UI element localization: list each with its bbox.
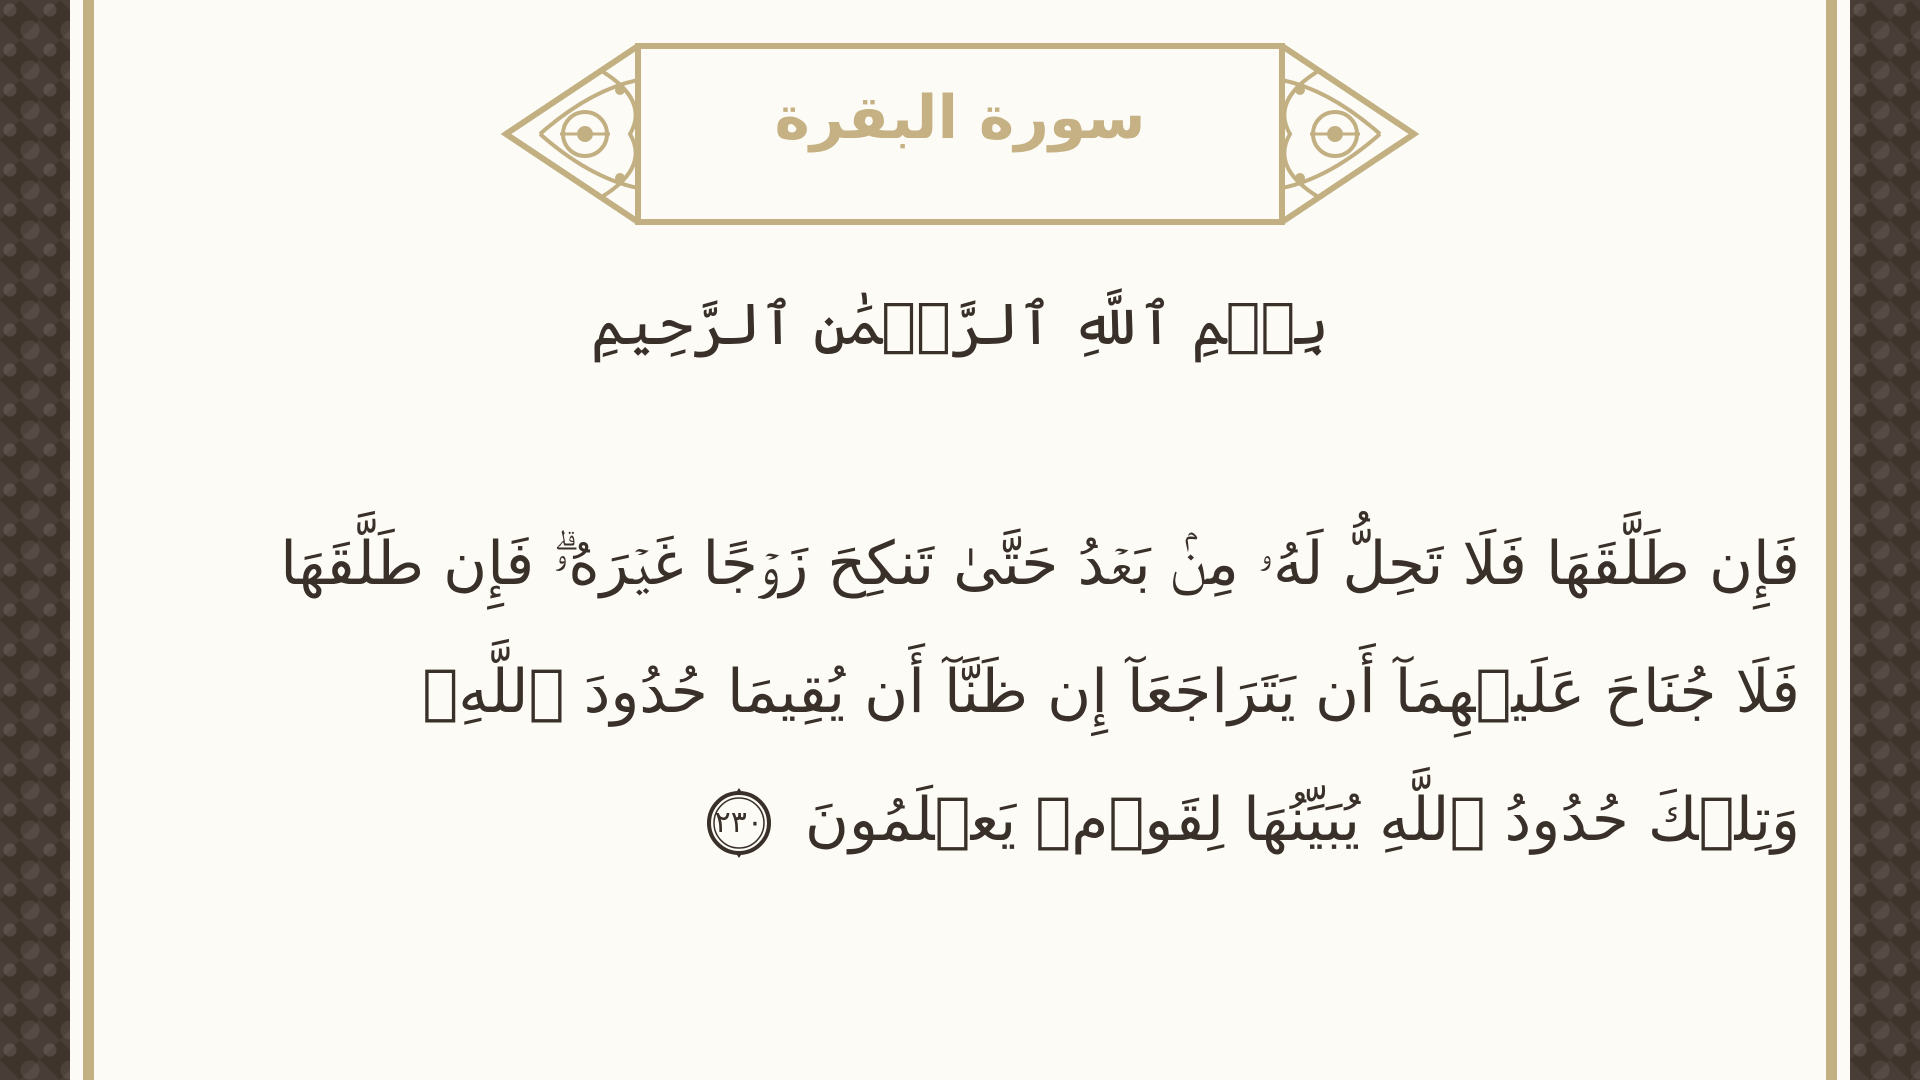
- surah-title-banner: [500, 40, 1420, 228]
- ayah-number: ٢٣٠: [714, 805, 764, 841]
- right-gold-rule: [1826, 0, 1837, 1080]
- surah-title: سورة البقرة: [774, 83, 1146, 153]
- ayah-number-marker: [702, 786, 776, 860]
- verse-text: [200, 500, 1800, 884]
- verse-line-3-text: وَتِلۡكَ حُدُودُ ٱللَّهِ يُبَيِّنُهَا لِقَوۡمٖ يَعۡلَمُونَ: [804, 785, 1800, 855]
- basmala: بِسۡمِ ٱللَّهِ ٱلرَّحۡمَٰنِ ٱلرَّحِيمِ: [590, 290, 1330, 358]
- verse-line-1: فَإِن طَلَّقَهَا فَلَا تَحِلُّ لَهُۥ مِنۢ بَعۡدُ حَتَّىٰ تَنكِحَ زَوۡجًا غَيۡرَهُۥۗ فَإِن طَلَّقَهَا: [280, 529, 1800, 599]
- right-decorative-border: [1850, 0, 1920, 1080]
- left-decorative-border: [0, 0, 70, 1080]
- verse-line-3: [200, 756, 1800, 884]
- verse-line-2: فَلَا جُنَاحَ عَلَيۡهِمَآ أَن يَتَرَاجَعَآ إِن ظَنَّآ أَن يُقِيمَا حُدُودَ ٱللَّهِۗ: [422, 657, 1800, 727]
- left-gold-rule: [83, 0, 94, 1080]
